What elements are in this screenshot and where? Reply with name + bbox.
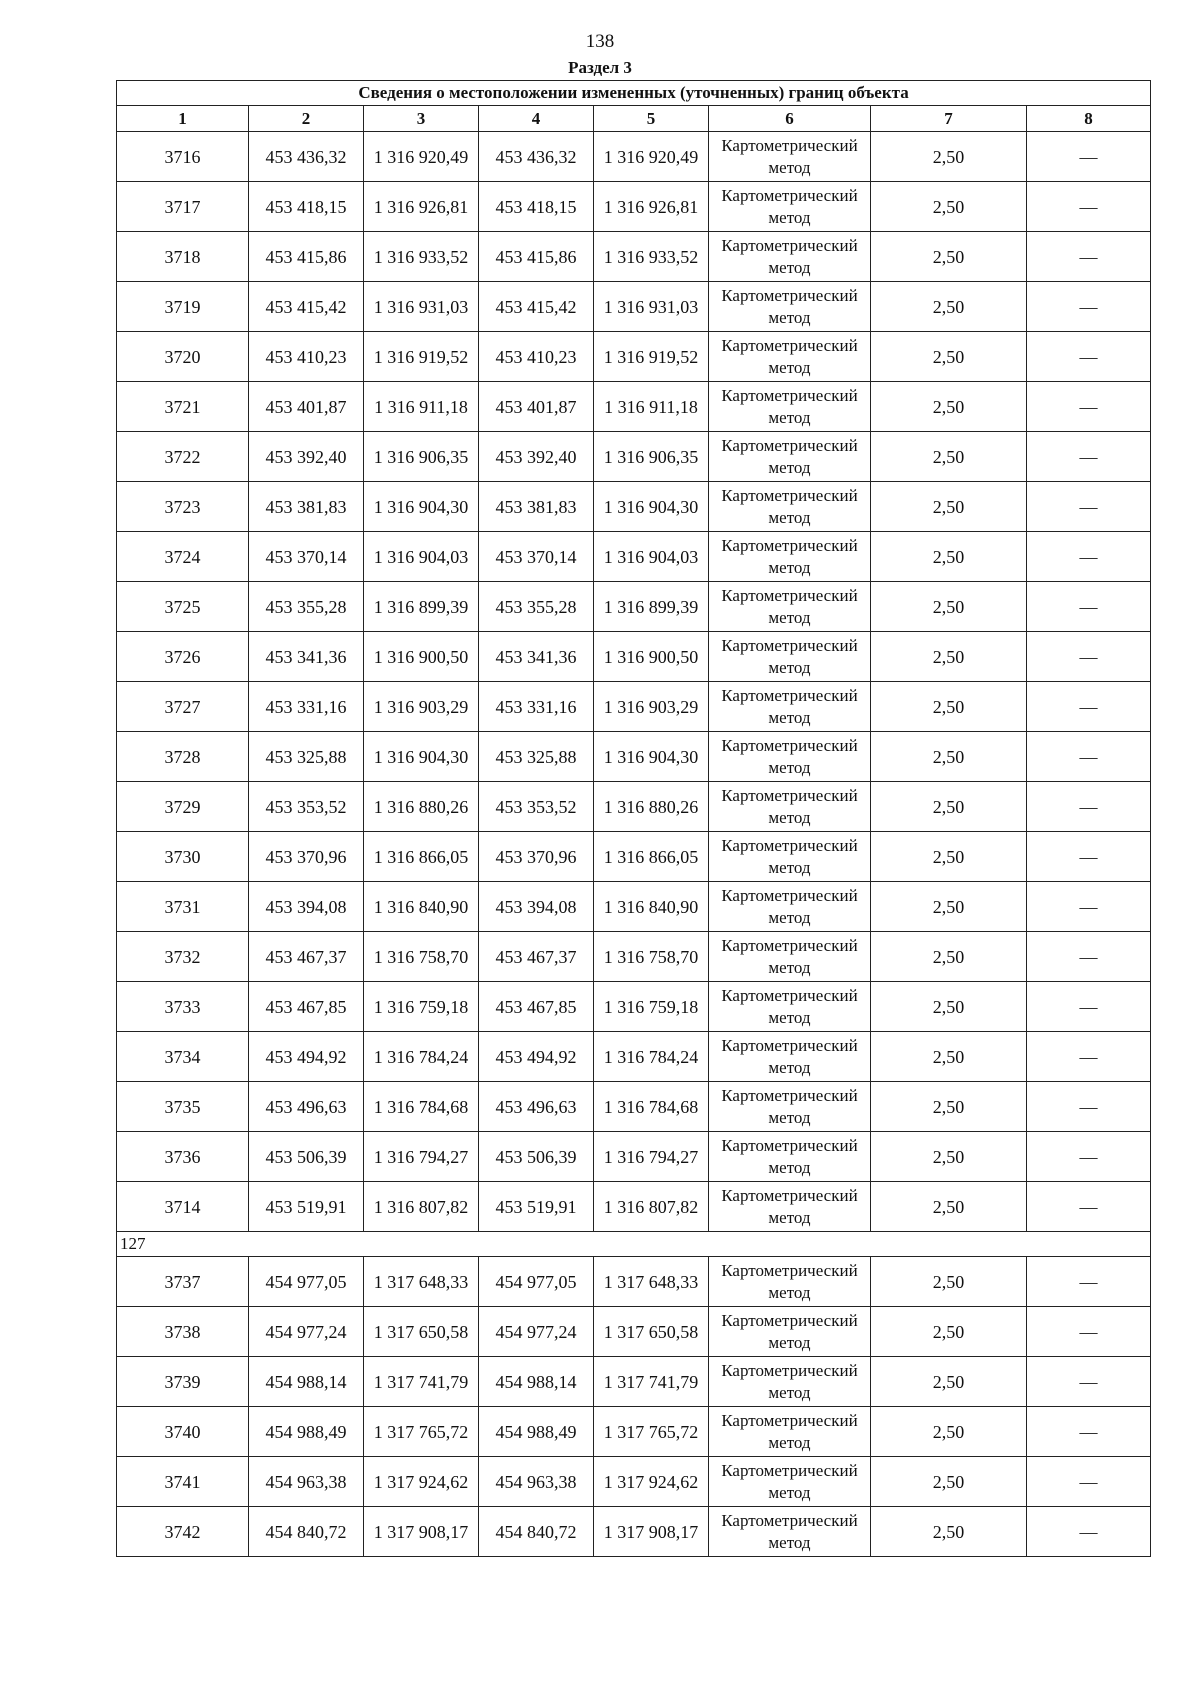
cell-x-old: 453 519,91 — [249, 1182, 364, 1232]
cell-y-old: 1 316 899,39 — [364, 582, 479, 632]
cell-y-new: 1 317 765,72 — [594, 1407, 709, 1457]
cell-method: Картометрический метод — [709, 1082, 871, 1132]
cell-description: — — [1027, 1082, 1151, 1132]
cell-y-new: 1 316 931,03 — [594, 282, 709, 332]
cell-y-new: 1 316 904,30 — [594, 482, 709, 532]
cell-x-old: 453 467,85 — [249, 982, 364, 1032]
page-number: 138 — [585, 31, 615, 52]
cell-y-new: 1 316 759,18 — [594, 982, 709, 1032]
cell-point-number: 3725 — [117, 582, 249, 632]
cell-point-number: 3719 — [117, 282, 249, 332]
cell-x-old: 453 418,15 — [249, 182, 364, 232]
cell-y-old: 1 316 931,03 — [364, 282, 479, 332]
cell-x-new: 453 355,28 — [479, 582, 594, 632]
table-row — [117, 1457, 1151, 1507]
cell-y-old: 1 316 911,18 — [364, 382, 479, 432]
cell-x-old: 453 370,96 — [249, 832, 364, 882]
cell-method: Картометрический метод — [709, 932, 871, 982]
cell-x-new: 453 331,16 — [479, 682, 594, 732]
table-row — [117, 682, 1151, 732]
cell-method: Картометрический метод — [709, 1182, 871, 1232]
cell-y-old: 1 316 866,05 — [364, 832, 479, 882]
cell-x-old: 453 401,87 — [249, 382, 364, 432]
cell-x-new: 453 496,63 — [479, 1082, 594, 1132]
cell-method: Картометрический метод — [709, 632, 871, 682]
cell-accuracy: 2,50 — [871, 1132, 1027, 1182]
cell-description: — — [1027, 1507, 1151, 1557]
cell-description: — — [1027, 1257, 1151, 1307]
cell-y-new: 1 317 648,33 — [594, 1257, 709, 1307]
cell-method: Картометрический метод — [709, 1507, 871, 1557]
cell-description: — — [1027, 132, 1151, 182]
cell-x-new: 453 436,32 — [479, 132, 594, 182]
cell-description: — — [1027, 582, 1151, 632]
cell-y-old: 1 316 904,30 — [364, 732, 479, 782]
cell-accuracy: 2,50 — [871, 932, 1027, 982]
cell-method: Картометрический метод — [709, 1132, 871, 1182]
cell-point-number: 3733 — [117, 982, 249, 1032]
column-number-row — [117, 106, 1151, 132]
cell-accuracy: 2,50 — [871, 782, 1027, 832]
table-row — [117, 382, 1151, 432]
cell-x-new: 454 977,24 — [479, 1307, 594, 1357]
cell-y-new: 1 316 919,52 — [594, 332, 709, 382]
cell-y-old: 1 316 906,35 — [364, 432, 479, 482]
cell-y-old: 1 317 650,58 — [364, 1307, 479, 1357]
cell-y-old: 1 316 903,29 — [364, 682, 479, 732]
table-row — [117, 632, 1151, 682]
cell-point-number: 3739 — [117, 1357, 249, 1407]
column-number-4: 4 — [479, 106, 594, 132]
cell-point-number: 3729 — [117, 782, 249, 832]
cell-method: Картометрический метод — [709, 532, 871, 582]
cell-y-old: 1 316 784,68 — [364, 1082, 479, 1132]
cell-x-new: 453 341,36 — [479, 632, 594, 682]
cell-method: Картометрический метод — [709, 1032, 871, 1082]
cell-accuracy: 2,50 — [871, 132, 1027, 182]
cell-x-new: 454 988,49 — [479, 1407, 594, 1457]
cell-method: Картометрический метод — [709, 682, 871, 732]
cell-accuracy: 2,50 — [871, 982, 1027, 1032]
cell-accuracy: 2,50 — [871, 732, 1027, 782]
table-row — [117, 1357, 1151, 1407]
cell-x-old: 454 963,38 — [249, 1457, 364, 1507]
cell-y-new: 1 317 650,58 — [594, 1307, 709, 1357]
section-title: Раздел 3 — [568, 58, 632, 77]
cell-y-new: 1 317 924,62 — [594, 1457, 709, 1507]
cell-accuracy: 2,50 — [871, 482, 1027, 532]
cell-x-new: 453 370,96 — [479, 832, 594, 882]
cell-description: — — [1027, 1457, 1151, 1507]
cell-x-old: 454 977,05 — [249, 1257, 364, 1307]
column-number-2: 2 — [249, 106, 364, 132]
cell-point-number: 3728 — [117, 732, 249, 782]
cell-y-new: 1 316 758,70 — [594, 932, 709, 982]
cell-accuracy: 2,50 — [871, 632, 1027, 682]
cell-accuracy: 2,50 — [871, 282, 1027, 332]
cell-y-old: 1 317 765,72 — [364, 1407, 479, 1457]
column-number-8: 8 — [1027, 106, 1151, 132]
cell-y-old: 1 316 904,30 — [364, 482, 479, 532]
cell-accuracy: 2,50 — [871, 432, 1027, 482]
cell-method: Картометрический метод — [709, 1407, 871, 1457]
cell-y-new: 1 316 784,24 — [594, 1032, 709, 1082]
cell-method: Картометрический метод — [709, 582, 871, 632]
cell-point-number: 3716 — [117, 132, 249, 182]
cell-method: Картометрический метод — [709, 1357, 871, 1407]
cell-point-number: 3721 — [117, 382, 249, 432]
cell-point-number: 3724 — [117, 532, 249, 582]
cell-y-old: 1 316 920,49 — [364, 132, 479, 182]
cell-method: Картометрический метод — [709, 482, 871, 532]
cell-y-old: 1 317 908,17 — [364, 1507, 479, 1557]
cell-accuracy: 2,50 — [871, 1457, 1027, 1507]
cell-y-old: 1 316 807,82 — [364, 1182, 479, 1232]
cell-accuracy: 2,50 — [871, 382, 1027, 432]
cell-description: — — [1027, 1407, 1151, 1457]
cell-y-new: 1 316 926,81 — [594, 182, 709, 232]
column-number-1: 1 — [117, 106, 249, 132]
cell-x-new: 453 392,40 — [479, 432, 594, 482]
cell-point-number: 3723 — [117, 482, 249, 532]
cell-accuracy: 2,50 — [871, 1507, 1027, 1557]
cell-point-number: 3714 — [117, 1182, 249, 1232]
cell-description: — — [1027, 182, 1151, 232]
cell-method: Картометрический метод — [709, 182, 871, 232]
cell-method: Картометрический метод — [709, 232, 871, 282]
table-row — [117, 1507, 1151, 1557]
cell-description: — — [1027, 1032, 1151, 1082]
cell-description: — — [1027, 632, 1151, 682]
cell-y-new: 1 316 784,68 — [594, 1082, 709, 1132]
cell-description: — — [1027, 232, 1151, 282]
table-row — [117, 932, 1151, 982]
cell-y-old: 1 317 741,79 — [364, 1357, 479, 1407]
cell-x-old: 453 370,14 — [249, 532, 364, 582]
table-row — [117, 1132, 1151, 1182]
cell-description: — — [1027, 832, 1151, 882]
table-row — [117, 882, 1151, 932]
cell-y-new: 1 316 904,30 — [594, 732, 709, 782]
cell-x-old: 453 355,28 — [249, 582, 364, 632]
cell-x-new: 453 506,39 — [479, 1132, 594, 1182]
cell-x-new: 453 467,85 — [479, 982, 594, 1032]
cell-y-new: 1 316 807,82 — [594, 1182, 709, 1232]
cell-y-old: 1 316 926,81 — [364, 182, 479, 232]
cell-description: — — [1027, 1357, 1151, 1407]
cell-description: — — [1027, 532, 1151, 582]
cell-description: — — [1027, 282, 1151, 332]
cell-method: Картометрический метод — [709, 782, 871, 832]
cell-point-number: 3735 — [117, 1082, 249, 1132]
cell-x-old: 453 494,92 — [249, 1032, 364, 1082]
cell-x-new: 453 418,15 — [479, 182, 594, 232]
table-row — [117, 982, 1151, 1032]
boundary-table — [116, 80, 1151, 1557]
group-row — [117, 1232, 1151, 1257]
cell-description: — — [1027, 432, 1151, 482]
cell-point-number: 3736 — [117, 1132, 249, 1182]
table-row — [117, 732, 1151, 782]
cell-method: Картометрический метод — [709, 882, 871, 932]
cell-x-old: 454 977,24 — [249, 1307, 364, 1357]
cell-y-new: 1 316 933,52 — [594, 232, 709, 282]
cell-y-old: 1 316 880,26 — [364, 782, 479, 832]
cell-accuracy: 2,50 — [871, 532, 1027, 582]
cell-accuracy: 2,50 — [871, 882, 1027, 932]
cell-accuracy: 2,50 — [871, 1357, 1027, 1407]
cell-method: Картометрический метод — [709, 382, 871, 432]
cell-y-new: 1 316 880,26 — [594, 782, 709, 832]
cell-x-old: 453 331,16 — [249, 682, 364, 732]
cell-x-old: 453 467,37 — [249, 932, 364, 982]
cell-y-old: 1 316 900,50 — [364, 632, 479, 682]
cell-y-old: 1 316 919,52 — [364, 332, 479, 382]
cell-point-number: 3742 — [117, 1507, 249, 1557]
cell-y-old: 1 316 840,90 — [364, 882, 479, 932]
cell-x-old: 453 381,83 — [249, 482, 364, 532]
cell-y-new: 1 316 899,39 — [594, 582, 709, 632]
cell-accuracy: 2,50 — [871, 182, 1027, 232]
cell-method: Картометрический метод — [709, 732, 871, 782]
cell-description: — — [1027, 1132, 1151, 1182]
table-row — [117, 282, 1151, 332]
cell-y-new: 1 316 903,29 — [594, 682, 709, 732]
cell-y-old: 1 316 933,52 — [364, 232, 479, 282]
cell-method: Картометрический метод — [709, 432, 871, 482]
cell-accuracy: 2,50 — [871, 332, 1027, 382]
table-row — [117, 1032, 1151, 1082]
column-number-5: 5 — [594, 106, 709, 132]
cell-description: — — [1027, 732, 1151, 782]
cell-x-old: 453 392,40 — [249, 432, 364, 482]
cell-method: Картометрический метод — [709, 1457, 871, 1507]
cell-point-number: 3727 — [117, 682, 249, 732]
cell-y-new: 1 316 794,27 — [594, 1132, 709, 1182]
table-row — [117, 1082, 1151, 1132]
cell-y-old: 1 316 904,03 — [364, 532, 479, 582]
table-row — [117, 1257, 1151, 1307]
cell-description: — — [1027, 382, 1151, 432]
cell-accuracy: 2,50 — [871, 832, 1027, 882]
table-row — [117, 132, 1151, 182]
table-row — [117, 182, 1151, 232]
cell-y-new: 1 316 920,49 — [594, 132, 709, 182]
cell-x-new: 453 410,23 — [479, 332, 594, 382]
cell-point-number: 3737 — [117, 1257, 249, 1307]
table-row — [117, 432, 1151, 482]
cell-accuracy: 2,50 — [871, 582, 1027, 632]
cell-x-old: 453 325,88 — [249, 732, 364, 782]
cell-method: Картометрический метод — [709, 132, 871, 182]
cell-x-old: 453 496,63 — [249, 1082, 364, 1132]
cell-y-old: 1 316 759,18 — [364, 982, 479, 1032]
cell-y-old: 1 317 648,33 — [364, 1257, 479, 1307]
cell-x-new: 453 401,87 — [479, 382, 594, 432]
cell-point-number: 3734 — [117, 1032, 249, 1082]
cell-method: Картометрический метод — [709, 832, 871, 882]
column-number-3: 3 — [364, 106, 479, 132]
cell-y-new: 1 316 866,05 — [594, 832, 709, 882]
cell-description: — — [1027, 482, 1151, 532]
cell-description: — — [1027, 932, 1151, 982]
cell-accuracy: 2,50 — [871, 232, 1027, 282]
cell-x-new: 453 394,08 — [479, 882, 594, 932]
cell-description: — — [1027, 782, 1151, 832]
cell-point-number: 3741 — [117, 1457, 249, 1507]
cell-method: Картометрический метод — [709, 332, 871, 382]
cell-x-new: 453 467,37 — [479, 932, 594, 982]
cell-x-new: 453 519,91 — [479, 1182, 594, 1232]
cell-y-old: 1 316 784,24 — [364, 1032, 479, 1082]
cell-x-old: 453 341,36 — [249, 632, 364, 682]
cell-x-new: 454 977,05 — [479, 1257, 594, 1307]
cell-x-old: 453 394,08 — [249, 882, 364, 932]
table-row — [117, 482, 1151, 532]
cell-x-old: 454 988,49 — [249, 1407, 364, 1457]
table-row — [117, 582, 1151, 632]
cell-description: — — [1027, 882, 1151, 932]
cell-method: Картометрический метод — [709, 1307, 871, 1357]
cell-x-new: 454 840,72 — [479, 1507, 594, 1557]
cell-x-new: 453 415,42 — [479, 282, 594, 332]
table-body — [117, 132, 1151, 1557]
cell-method: Картометрический метод — [709, 1257, 871, 1307]
cell-x-new: 453 353,52 — [479, 782, 594, 832]
group-label: 127 — [117, 1232, 1151, 1257]
table-row — [117, 1307, 1151, 1357]
cell-y-new: 1 317 741,79 — [594, 1357, 709, 1407]
table-row — [117, 1182, 1151, 1232]
cell-description: — — [1027, 682, 1151, 732]
cell-x-old: 453 353,52 — [249, 782, 364, 832]
cell-description: — — [1027, 982, 1151, 1032]
cell-description: — — [1027, 332, 1151, 382]
cell-x-new: 453 370,14 — [479, 532, 594, 582]
cell-point-number: 3738 — [117, 1307, 249, 1357]
cell-x-new: 453 415,86 — [479, 232, 594, 282]
table-row — [117, 782, 1151, 832]
table-row — [117, 332, 1151, 382]
cell-x-new: 453 494,92 — [479, 1032, 594, 1082]
cell-x-new: 453 381,83 — [479, 482, 594, 532]
cell-x-old: 453 415,86 — [249, 232, 364, 282]
cell-x-old: 453 506,39 — [249, 1132, 364, 1182]
cell-method: Картометрический метод — [709, 982, 871, 1032]
cell-accuracy: 2,50 — [871, 1307, 1027, 1357]
cell-point-number: 3717 — [117, 182, 249, 232]
cell-description: — — [1027, 1182, 1151, 1232]
cell-accuracy: 2,50 — [871, 1182, 1027, 1232]
cell-point-number: 3726 — [117, 632, 249, 682]
cell-x-old: 453 410,23 — [249, 332, 364, 382]
cell-accuracy: 2,50 — [871, 682, 1027, 732]
cell-point-number: 3722 — [117, 432, 249, 482]
cell-accuracy: 2,50 — [871, 1257, 1027, 1307]
cell-y-old: 1 316 758,70 — [364, 932, 479, 982]
cell-x-new: 454 988,14 — [479, 1357, 594, 1407]
cell-accuracy: 2,50 — [871, 1407, 1027, 1457]
cell-point-number: 3720 — [117, 332, 249, 382]
table-row — [117, 832, 1151, 882]
cell-point-number: 3740 — [117, 1407, 249, 1457]
cell-description: — — [1027, 1307, 1151, 1357]
cell-x-old: 453 436,32 — [249, 132, 364, 182]
table-row — [117, 232, 1151, 282]
cell-y-old: 1 316 794,27 — [364, 1132, 479, 1182]
column-number-6: 6 — [709, 106, 871, 132]
cell-y-new: 1 316 911,18 — [594, 382, 709, 432]
cell-y-new: 1 316 906,35 — [594, 432, 709, 482]
table-row — [117, 1407, 1151, 1457]
cell-x-new: 454 963,38 — [479, 1457, 594, 1507]
cell-y-old: 1 317 924,62 — [364, 1457, 479, 1507]
cell-method: Картометрический метод — [709, 282, 871, 332]
cell-point-number: 3718 — [117, 232, 249, 282]
table-row — [117, 532, 1151, 582]
cell-x-old: 454 840,72 — [249, 1507, 364, 1557]
cell-point-number: 3730 — [117, 832, 249, 882]
cell-y-new: 1 316 904,03 — [594, 532, 709, 582]
cell-y-new: 1 316 900,50 — [594, 632, 709, 682]
table-caption: Сведения о местоположении измененных (уточненных) границ объекта — [117, 81, 1151, 106]
cell-x-new: 453 325,88 — [479, 732, 594, 782]
cell-x-old: 453 415,42 — [249, 282, 364, 332]
cell-point-number: 3732 — [117, 932, 249, 982]
cell-point-number: 3731 — [117, 882, 249, 932]
cell-y-new: 1 316 840,90 — [594, 882, 709, 932]
cell-x-old: 454 988,14 — [249, 1357, 364, 1407]
column-number-7: 7 — [871, 106, 1027, 132]
cell-y-new: 1 317 908,17 — [594, 1507, 709, 1557]
cell-accuracy: 2,50 — [871, 1032, 1027, 1082]
cell-accuracy: 2,50 — [871, 1082, 1027, 1132]
